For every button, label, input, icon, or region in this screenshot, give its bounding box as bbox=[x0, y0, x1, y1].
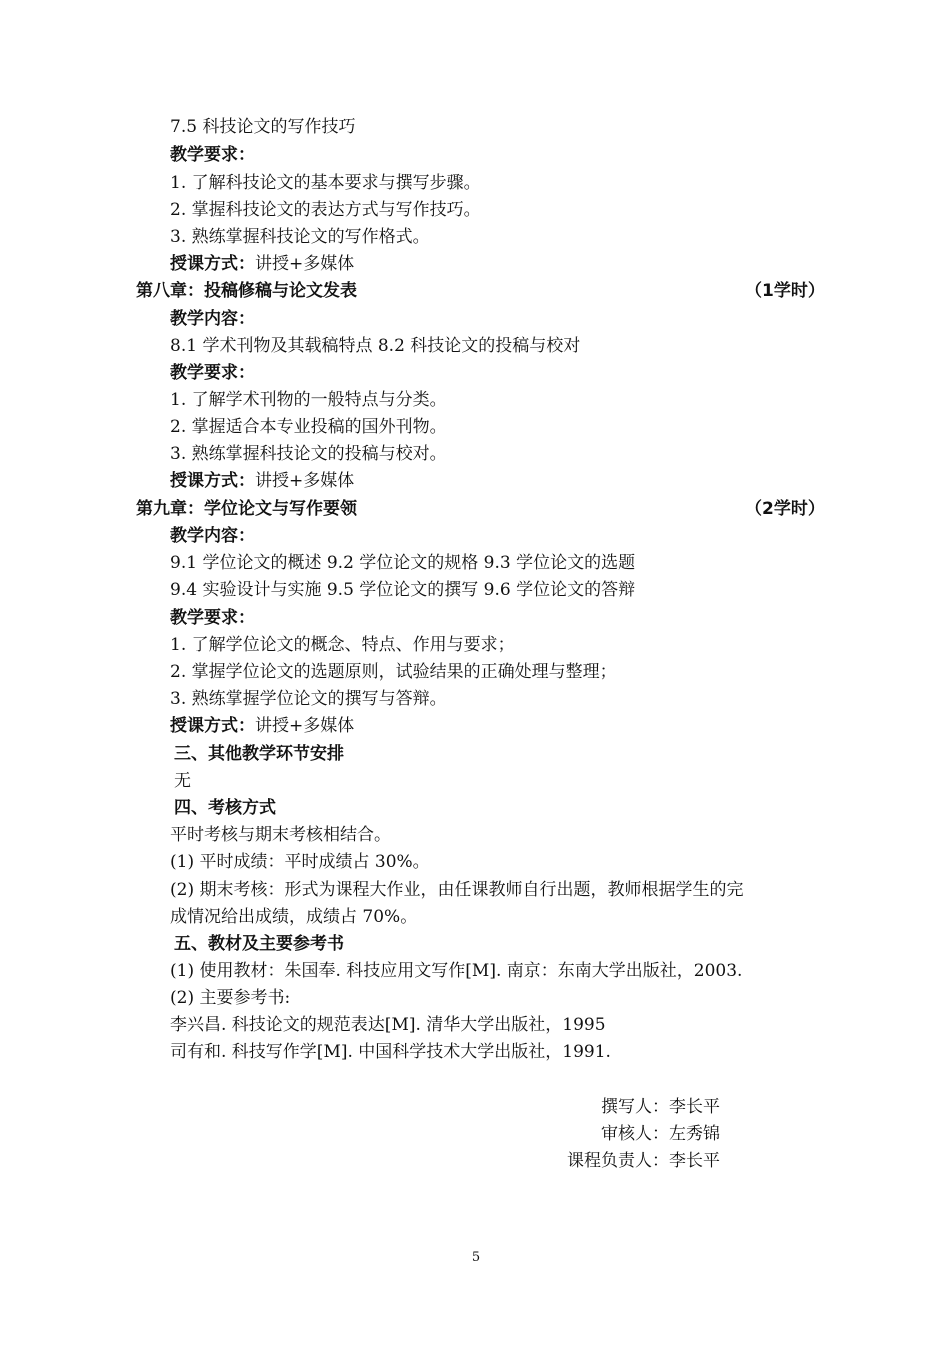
teaching-method bbox=[170, 715, 354, 737]
requirement-item: 1. 了解科技论文的基本要求与撰写步骤。 bbox=[170, 173, 481, 193]
signature-course-leader: 课程负责人：李长平 bbox=[567, 1151, 720, 1171]
section-7-5: 7.5 科技论文的写作技巧 bbox=[170, 117, 356, 137]
requirements-label: 教学要求： bbox=[170, 363, 255, 383]
reference-line: (2) 主要参考书: bbox=[170, 988, 291, 1008]
requirement-item: 1. 了解学位论文的概念、特点、作用与要求； bbox=[170, 635, 515, 655]
content-label: 教学内容： bbox=[170, 309, 255, 329]
requirements-label: 教学要求： bbox=[170, 608, 255, 628]
assessment-line: 平时考核与期末考核相结合。 bbox=[170, 825, 391, 845]
chapter-9-hours: （2学时） bbox=[745, 499, 825, 519]
section-4-title: 四、考核方式 bbox=[174, 798, 276, 818]
reference-line: 李兴昌. 科技论文的规范表达[M]. 清华大学出版社，1995 bbox=[170, 1015, 606, 1035]
chapter-8-title: 第八章：投稿修稿与论文发表 bbox=[136, 281, 357, 301]
section-5-title: 五、教材及主要参考书 bbox=[174, 934, 344, 954]
chapter-9-title: 第九章：学位论文与写作要领 bbox=[136, 499, 357, 519]
requirement-item: 2. 掌握学位论文的选题原则，试验结果的正确处理与整理； bbox=[170, 662, 617, 682]
assessment-line: (2) 期末考核：形式为课程大作业，由任课教师自行出题，教师根据学生的完 bbox=[170, 880, 744, 900]
requirement-item: 3. 熟练掌握科技论文的投稿与校对。 bbox=[170, 444, 447, 464]
signature-reviewer: 审核人：左秀锦 bbox=[601, 1124, 720, 1144]
chapter-8-content: 8.1 学术刊物及其载稿特点 8.2 科技论文的投稿与校对 bbox=[170, 336, 581, 356]
chapter-9-content: 9.4 实验设计与实施 9.5 学位论文的撰写 9.6 学位论文的答辩 bbox=[170, 580, 636, 600]
chapter-9-content: 9.1 学位论文的概述 9.2 学位论文的规格 9.3 学位论文的选题 bbox=[170, 553, 636, 573]
teaching-method-value: 讲授+多媒体 bbox=[255, 716, 355, 736]
requirements-label: 教学要求： bbox=[170, 145, 255, 165]
chapter-8-hours: （1学时） bbox=[745, 281, 825, 301]
section-3-title: 三、其他教学环节安排 bbox=[174, 744, 344, 764]
teaching-method-value: 讲授+多媒体 bbox=[255, 471, 355, 491]
requirement-item: 3. 熟练掌握科技论文的写作格式。 bbox=[170, 227, 430, 247]
requirement-item: 1. 了解学术刊物的一般特点与分类。 bbox=[170, 390, 447, 410]
requirement-item: 3. 熟练掌握学位论文的撰写与答辩。 bbox=[170, 689, 447, 709]
requirement-item: 2. 掌握科技论文的表达方式与写作技巧。 bbox=[170, 200, 481, 220]
requirement-item: 2. 掌握适合本专业投稿的国外刊物。 bbox=[170, 417, 447, 437]
section-3-body: 无 bbox=[174, 771, 191, 791]
reference-line: 司有和. 科技写作学[M]. 中国科学技术大学出版社，1991. bbox=[170, 1042, 611, 1062]
teaching-method bbox=[170, 470, 354, 492]
assessment-line: (1) 平时成绩：平时成绩占 30%。 bbox=[170, 852, 430, 872]
signature-writer: 撰写人：李长平 bbox=[601, 1097, 720, 1117]
teaching-method-value: 讲授+多媒体 bbox=[255, 254, 355, 274]
reference-line: (1) 使用教材：朱国奉. 科技应用文写作[M]. 南京：东南大学出版社，2003. bbox=[170, 961, 743, 981]
teaching-method bbox=[170, 253, 354, 275]
teaching-method-label: 授课方式： bbox=[170, 254, 255, 274]
content-label: 教学内容： bbox=[170, 526, 255, 546]
page-number: 5 bbox=[471, 1250, 481, 1265]
teaching-method-label: 授课方式： bbox=[170, 716, 255, 736]
teaching-method-label: 授课方式： bbox=[170, 471, 255, 491]
assessment-line: 成情况给出成绩，成绩占 70%。 bbox=[170, 907, 418, 927]
